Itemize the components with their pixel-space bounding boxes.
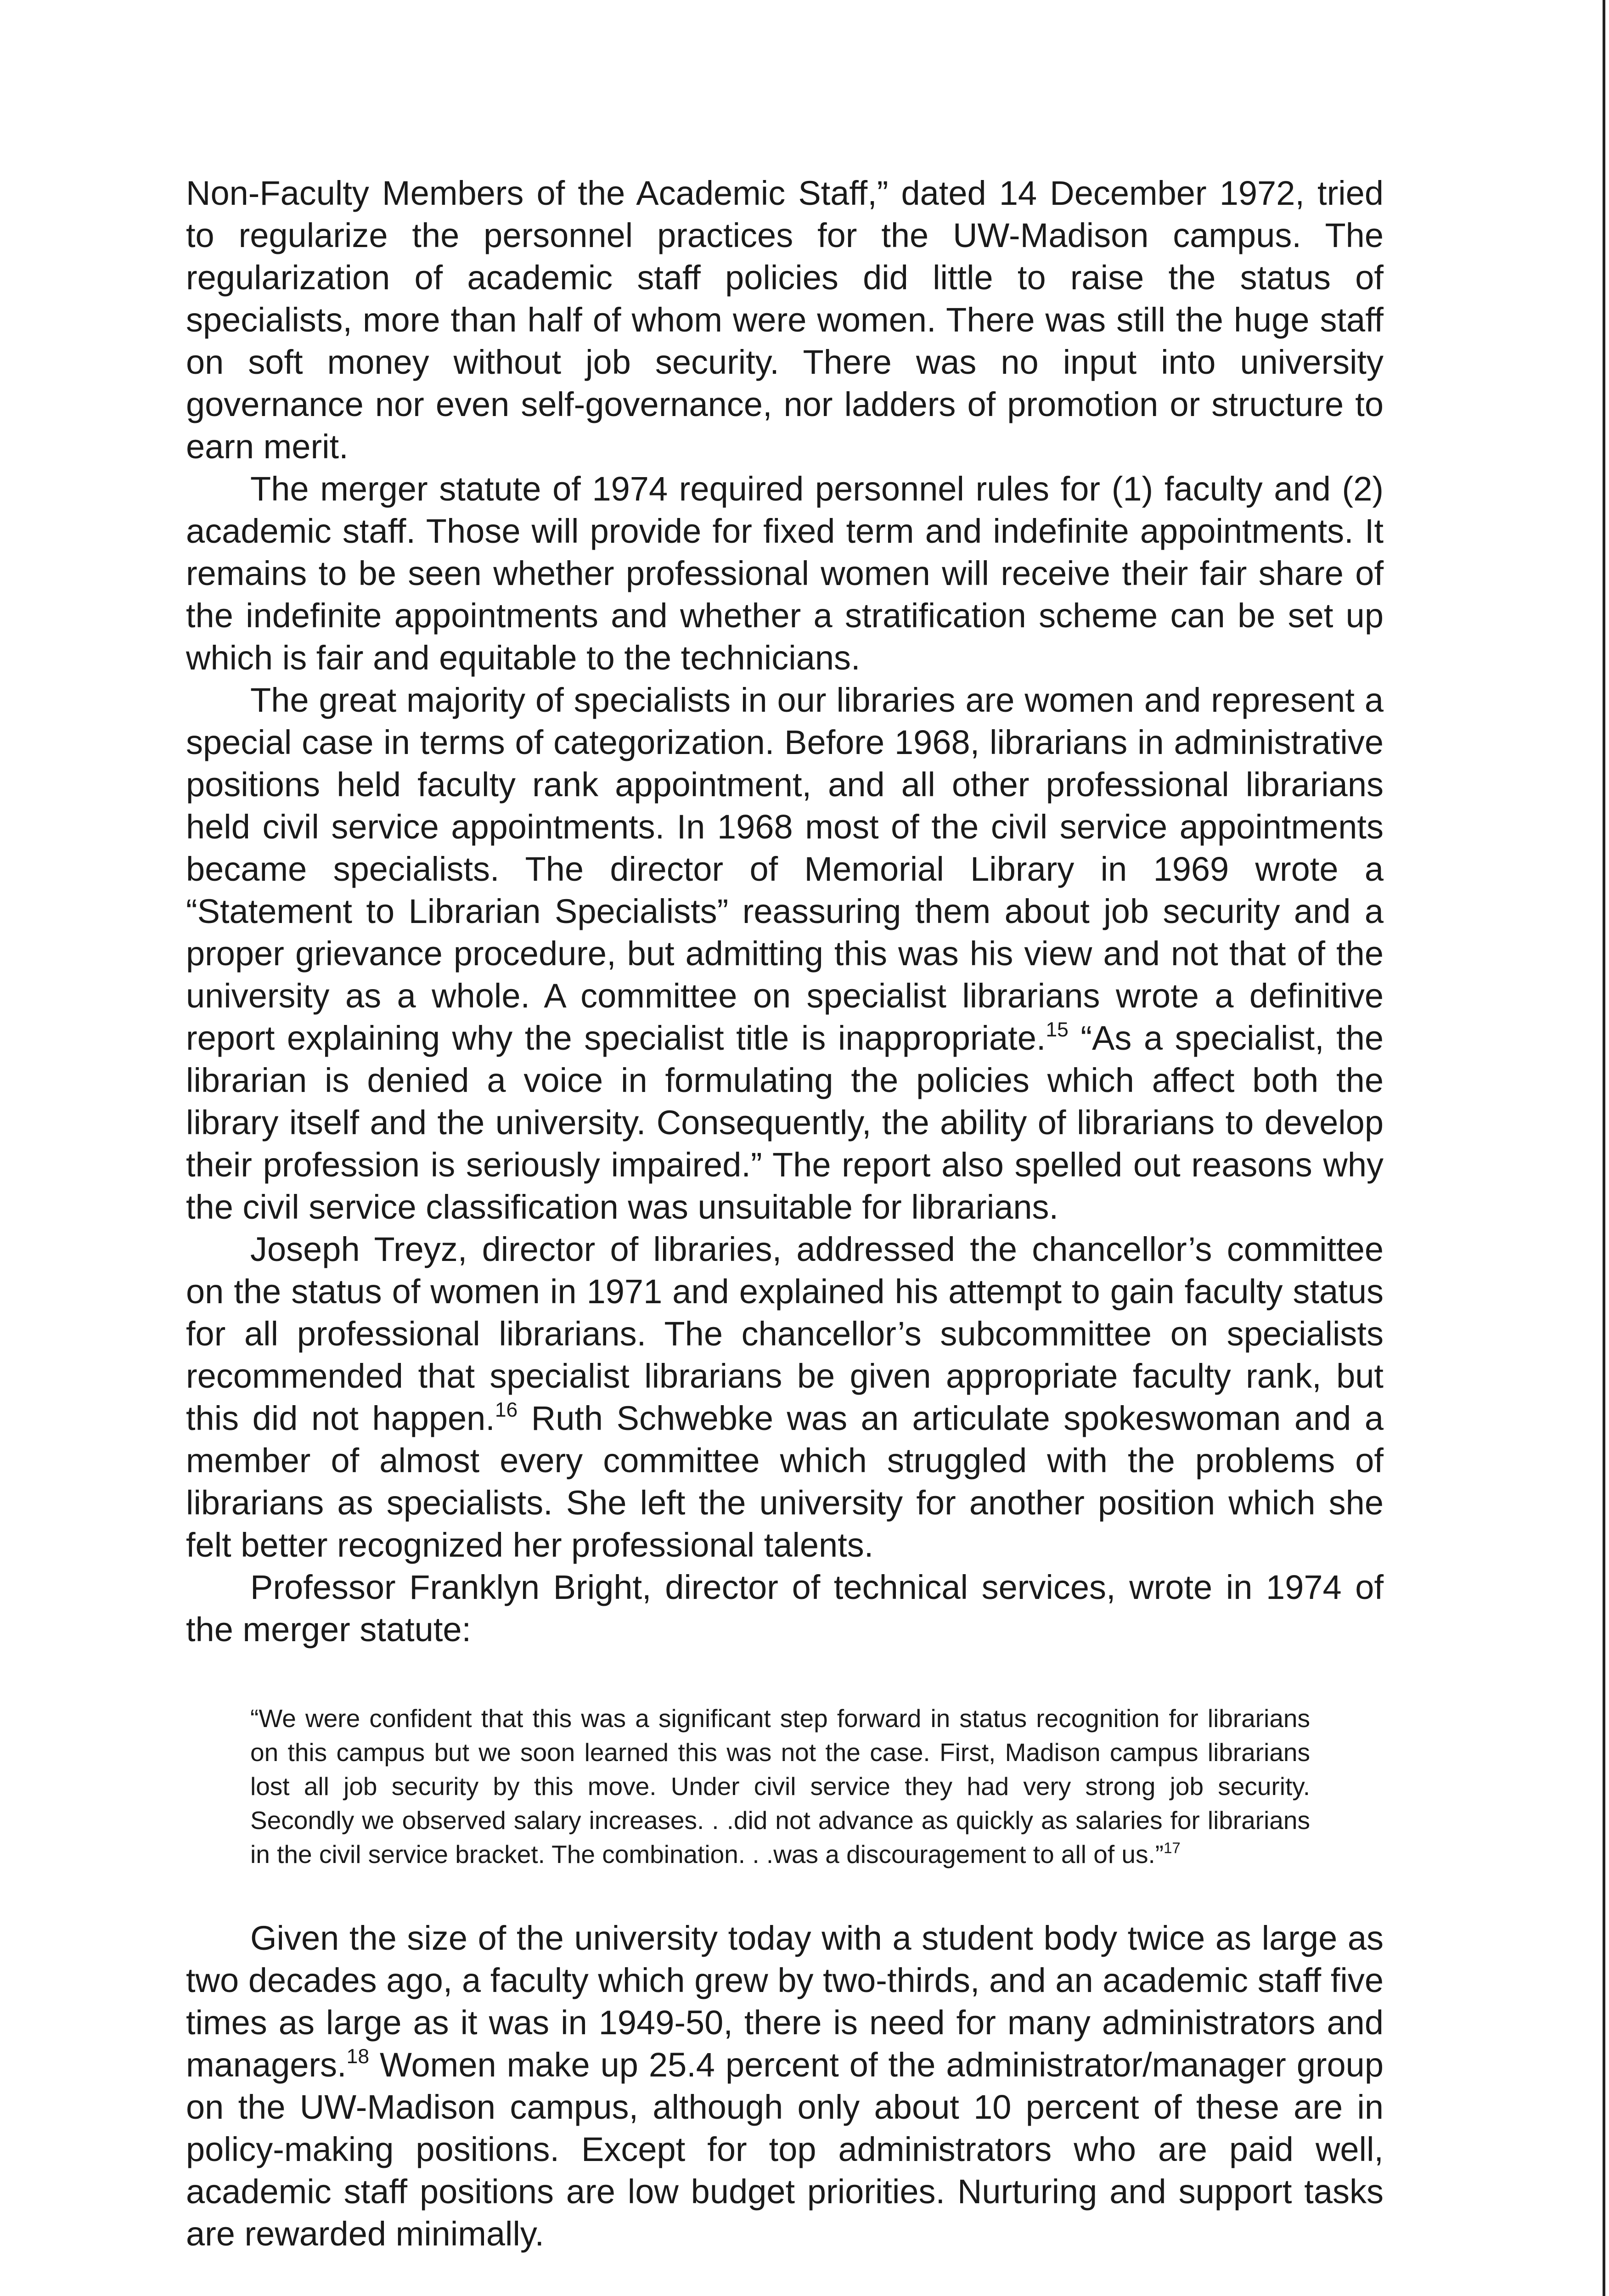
footnote-ref-17: 17	[1164, 1839, 1181, 1857]
footnote-ref-18: 18	[346, 2045, 370, 2068]
paragraph-4	[186, 1228, 1384, 1566]
paragraph-6-text-b: Women make up 25.4 percent of the administrator/manager group on the UW-Madison campus, although only about 10 percent of these are in policy-making positions. Except for top administrators who are paid well, academic staff positions are low budget priorities. Nurturing and support tasks are rewarded minimally.	[186, 2046, 1384, 2253]
paragraph-3-text-b: “As a specialist, the librarian is denied a voice in formulating the policies which affect both the library itself and the university. Consequently, the ability of librarians to develop their profession is seriously impaired.” The report also spelled out reasons why the civil service classification was unsuitable for librarians.	[186, 1019, 1384, 1226]
paragraph-5: Professor Franklyn Bright, director of technical services, wrote in 1974 of the merger statute:	[186, 1568, 1384, 1649]
paragraph-4-text-a: Joseph Treyz, director of libraries, addressed the chancellor’s committee on the status of women in 1971 and explained his attempt to gain faculty status for all professional librarians. The chancellor’s subcommittee on specialists recommended that specialist librarians be given appropriate faculty rank, but this did not happen.	[186, 1230, 1384, 1437]
footnote-ref-15: 15	[1046, 1019, 1069, 1041]
paragraph-3	[186, 679, 1384, 1228]
block-quote	[250, 1701, 1310, 1871]
scan-edge-right	[1603, 0, 1605, 2296]
block-quote-text: “We were confident that this was a significant step forward in status recognition for librarians on this campus but we soon learned this was not the case. First, Madison campus librarians lost all job security by this move. Under civil service they had very strong job security. Secondly we observed salary increases. . .did not advance as quickly as salaries for librarians in the civil service bracket. The combination. . .was a discouragement to all of us.”	[250, 1704, 1310, 1868]
paragraph-2: The merger statute of 1974 required personnel rules for (1) faculty and (2) academic staff. Those will provide for fixed term and indefinite appointments. It remains to be seen whether professional women will receive their fair share of the indefinite appointments and whether a stratification scheme can be set up which is fair and equitable to the technicians.	[186, 470, 1384, 677]
paragraph-3-text-a: The great majority of specialists in our libraries are women and represent a special case in terms of categorization. Before 1968, librarians in administrative positions held faculty rank appointment, and all other professional librarians held civil service appointments. In 1968 most of the civil service appointments became specialists. The director of Memorial Library in 1969 wrote a “Statement to Librarian Specialists” reassuring them about job security and a proper grievance procedure, but admitting this was his view and not that of the university as a whole. A committee on specialist librarians wrote a definitive report explaining why the specialist title is inappropriate.	[186, 681, 1384, 1057]
footnote-ref-16: 16	[495, 1399, 518, 1422]
paragraph-4-text-b: Ruth Schwebke was an articulate spokeswoman and a member of almost every committee which struggled with the problems of librarians as specialists. She left the university for another position which she felt better recognized her professional talents.	[186, 1399, 1384, 1564]
paragraph-6-text-a: Given the size of the university today with a student body twice as large as two decades ago, a faculty which grew by two-thirds, and an academic staff five times as large as it was in 1949-50, there is need for many administrators and managers.	[186, 1919, 1384, 2084]
paragraph-6	[186, 1917, 1384, 2255]
paragraph-1: Non-Faculty Members of the Academic Staff,” dated 14 December 1972, tried to regularize the personnel practices for the UW-Madison campus. The regularization of academic staff policies did little to raise the status of specialists, more than half of whom were women. There was still the huge staff on soft money without job security. There was no input into university governance nor even self-governance, nor ladders of promotion or structure to earn merit.	[186, 174, 1384, 466]
body-text	[186, 172, 1384, 2255]
